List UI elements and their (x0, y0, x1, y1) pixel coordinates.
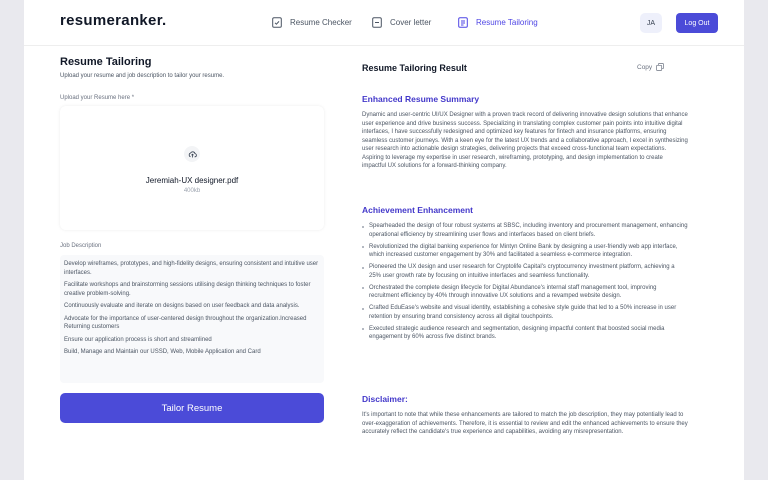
result-title: Resume Tailoring Result (362, 63, 467, 73)
logout-button[interactable]: Log Out (676, 13, 718, 33)
document-edit-icon (458, 17, 468, 28)
nav-label: Resume Checker (290, 18, 352, 27)
disclaimer-heading: Disclaimer: (362, 394, 408, 404)
page-title: Resume Tailoring (60, 56, 152, 68)
achievement-item: Revolutionized the digital banking experience for Mintyn Online Bank by designing a user-friendly web app interface, which increased customer engagement by 30% and facilitated a seamless e-commerce integration. (362, 243, 688, 260)
job-description-label: Job Description (60, 243, 102, 249)
resume-upload-dropzone[interactable] (60, 106, 324, 230)
page-subtitle: Upload your resume and job description to tailor your resume. (60, 73, 225, 79)
tailor-resume-button[interactable]: Tailor Resume (60, 393, 324, 423)
uploaded-file-name: Jeremiah-UX designer.pdf (145, 176, 239, 185)
uploaded-file-size: 400kb (183, 188, 201, 194)
job-description-line: Advocate for the importance of user-centered design throughout the organization.Increased Returning customers (64, 315, 307, 330)
nav-label: Resume Tailoring (476, 18, 538, 27)
app-frame (24, 0, 744, 480)
job-description-line: Facilitate workshops and brainstorming sessions utilising design thinking techniques to foster creative problem-solving. (64, 282, 311, 297)
job-description-line: Develop wireframes, prototypes, and high-fidelity designs, ensuring consistent and intuitive user interfaces. (64, 261, 319, 276)
summary-text: Dynamic and user-centric UI/UX Designer with a proven track record of delivering innovative design solutions that enhance user experience and drive business success. Specializing in translating complex customer pain points into intuitive digital interfaces, I have successfully redesigned and optimized key features for fintech and insurance platforms, ensuring seamless customer journeys. With a keen eye for the latest UX trends and a collaborative approach, I excel in synthesizing user research into actionable design strategies, delivering projects that exceed cross-functional team expectations. Aspiring to leverage my expertise in user research, wireframing, prototyping, and design implementation to create impactful UX solutions for a forward-thinking company. (362, 112, 688, 169)
achievement-list (362, 222, 688, 345)
summary-heading: Enhanced Resume Summary (362, 94, 480, 104)
achievement-heading: Achievement Enhancement (362, 205, 474, 215)
achievement-item: Orchestrated the complete design lifecycle for Digital Abundance's internal staff management tool, improving recruitment efficiency by 40% through innovative UX solutions and a revamped website design. (362, 284, 688, 301)
nav-label: Cover letter (390, 18, 432, 27)
job-description-line: Build, Manage and Maintain our USSD, Web, Mobile Application and Card (64, 349, 261, 355)
copy-button[interactable] (637, 63, 664, 71)
nav-resume-checker[interactable] (272, 17, 352, 28)
copy-label: Copy (637, 63, 653, 71)
upload-label: Upload your Resume here * (60, 95, 135, 101)
achievement-item: Crafted EduEase's website and visual identity, establishing a cohesive style guide that led to a 50% increase in user retention by ensuring brand consistency across all digital touchpoints. (362, 304, 688, 321)
achievement-item: Spearheaded the design of four robust systems at SBSC, including inventory and procurement management, enhancing operational efficiency by streamlining user flows and interfaces based on client briefs. (362, 222, 688, 239)
job-description-textarea[interactable] (60, 255, 324, 383)
minus-square-icon (372, 17, 382, 28)
upload-icon (184, 146, 200, 162)
achievement-item: Executed strategic audience research and segmentation, designing impactful content that boosted social media engagement by 60% across five distinct brands. (362, 325, 688, 342)
achievement-item: Pioneered the UX design and user research for Cryptolife Capital's cryptocurrency investment platform, achieving a 25% user growth rate by focusing on intuitive interfaces and seamless functionality. (362, 263, 688, 280)
nav-cover-letter[interactable] (372, 17, 431, 28)
job-description-line: Ensure our application process is short and streamlined (64, 336, 212, 343)
app-logo[interactable]: resumeranker. (60, 12, 167, 29)
top-navigation-bar (24, 0, 744, 46)
copy-icon (656, 63, 664, 71)
job-description-line: Continuously evaluate and iterate on designs based on user feedback and data analysis. (64, 303, 300, 309)
disclaimer-text: It's important to note that while these enhancements are tailored to match the job description, they may potentially lead to over-exaggeration of achievements. Therefore, it is essential to review and edit the enhanced achievements to ensure they accurately reflect the candidate's true experience and capabilities, avoiding any misrepresentation. (362, 412, 688, 435)
user-avatar[interactable]: JA (640, 13, 662, 33)
document-check-icon (272, 17, 282, 28)
nav-resume-tailoring[interactable] (458, 17, 538, 28)
